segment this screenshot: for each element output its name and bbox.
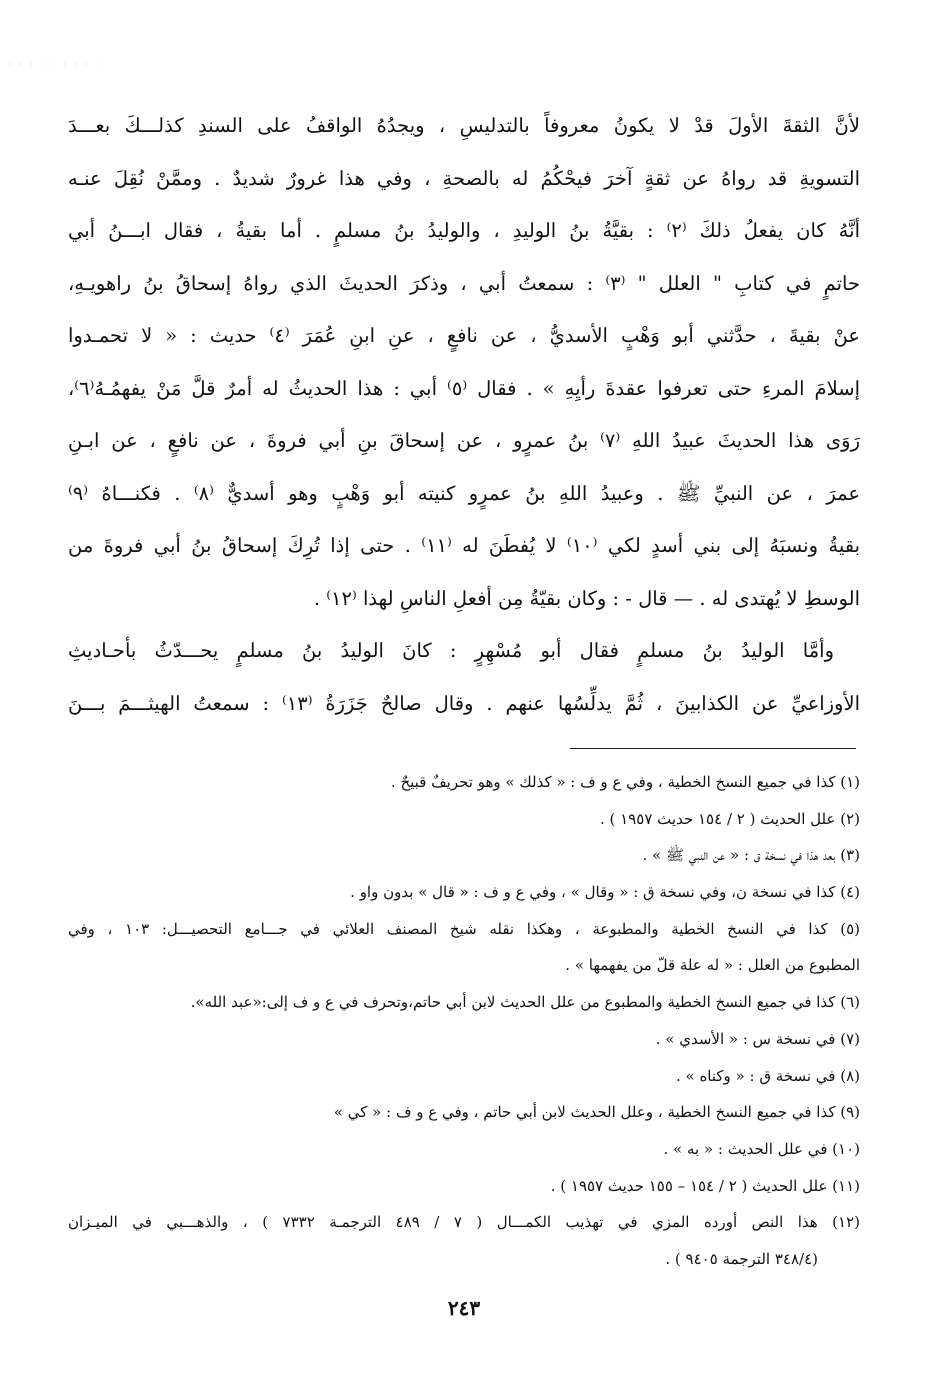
main-text-line: الوسطِ لا يُهتدى له . — قال - : وكان بقيّةُ مِن أفعلِ الناسِ لهذا ⁽١٢⁾ . — [313, 586, 860, 610]
footnote-line: (٥) كذا في النسخ الخطية والمطبوعة ، وهكذا نقله شيخ المصنف العلائي في جـــامع التحصيـــل: ١٠٣ ، وفي — [68, 919, 860, 938]
footnote-line: (٧) في نسخة س : « الأسدي » . — [655, 1029, 860, 1048]
main-text-line: عمرَ ، عن النبيِّ ﷺ . وعبيدُ اللهِ بنُ عمرٍو كنيته أبو وَهْبٍ وهو أسديٌّ ⁽٨⁾ . فكنـــاهُ ⁽٩⁾ — [68, 481, 860, 505]
main-text-line: عنْ بقيةَ ، حدَّثني أبو وَهْبٍ الأسديُّ ، عن نافعٍ ، عنِ ابنِ عُمَرَ ⁽٤⁾ حديث : « لا تحمـدوا — [68, 324, 860, 347]
main-text-line: إسلامَ المرءِ حتى تعرفوا عقدةَ رأيِهِ » . فقال ⁽٥⁾ أبي : هذا الحديثُ له أمرٌ قلَّ مَنْ يفهمُـهُ⁽٦⁾، — [68, 376, 860, 400]
main-text-line: رَوَى هذا الحديثَ عبيدُ اللهِ ⁽٧⁾ بنُ عمرٍو ، عن إسحاقَ بنِ أبي فروةَ ، عن نافعٍ ، عن ابـنِ — [68, 429, 860, 452]
main-text-block — [68, 100, 860, 730]
footnotes-block — [68, 764, 860, 1278]
main-text-line: بقيةُ ونسبَهُ إلى بني أسدٍ لكي ⁽١٠⁾ لا يُفطَنَ له ⁽١١⁾ . حتى إذا تُرِكَ إسحاقُ بنُ أبي فروةَ من — [68, 534, 860, 557]
footnote-line: (٢) علل الحديث ( ٢ / ١٥٤ حديث ١٩٥٧ ) . — [600, 809, 860, 828]
main-text-line: حاتمٍ في كتابِ " العلل " ⁽٣⁾ : سمعتُ أبي ، وذكرَ الحديثَ الذي رواهُ إسحاقُ بنُ راهويـهِ، — [68, 271, 860, 295]
footnote-line: (٣) بعد هذا في نسخة ق : « عن النبي ﷺ » . — [642, 846, 860, 865]
footnote-separator — [570, 748, 856, 749]
main-text-line: أنَّهُ كان يفعلُ ذلكَ ⁽٢⁾ : بقيَّةُ بنُ الوليدِ ، والوليدُ بنُ مسلمٍ . أما بقيةُ ، فقال ابـــنُ أبي — [68, 219, 860, 242]
main-text-line: وأمَّا الوليدُ بنُ مسلمٍ فقال أبو مُسْهِرٍ : كانَ الوليدُ بنُ مسلمٍ يحـــدّثُ بأحـاديثِ — [68, 639, 834, 662]
main-text-line: لأنَّ الثقةَ الأولَ قدْ لا يكونُ معروفاً بالتدليسِ ، ويجدُهُ الواقفُ على السندِ كذلـــكَ بعـــدَ — [68, 114, 860, 137]
main-text-line: الأوزاعيِّ عن الكذابينَ ، ثُمَّ يدلِّسُها عنهم . وقال صالحٌ جَزَرَةُ ⁽١٣⁾ : سمعتُ الهيثـــمَ بـــنَ — [68, 691, 860, 715]
footnote-line: المطبوع من العلل : « له علة قلّ من يفهمها » . — [565, 956, 860, 975]
footnote-line: (٦) كذا في جميع النسخ الخطية والمطبوع من علل الحديث لابن أبي حاتم،وتحرف في ع و ف إلى:«عبد الله». — [190, 993, 860, 1012]
footnote-line: (١٢) هذا النص أورده المزي في تهذيب الكمـــال ( ٧ / ٤٨٩ الترجمـة ٧٣٣٢ ) ، والذهـــبي في الميـزان — [68, 1213, 860, 1232]
footnote-line: (١١) علل الحديث ( ٢ / ١٥٤ – ١٥٥ حديث ١٩٥٧ ) . — [550, 1176, 860, 1195]
footnote-line: (٨) في نسخة ق : « وكناه » . — [675, 1066, 860, 1085]
footnote-line: (١٠) في علل الحديث : « به » . — [663, 1139, 860, 1158]
main-text-line: التسويةِ قد رواهُ عن ثقةٍ آخرَ فيحْكُمُ له بالصحةِ ، وفي هذا غرورٌ شديدٌ . وممَّنْ نُقِلَ عنـه — [68, 166, 860, 190]
footnote-line: (٣٤٨/٤ الترجمة ٩٤٠٥ ) . — [665, 1249, 818, 1268]
scan-artifact: · · · · · · · · · — [8, 60, 103, 69]
page-number: ٢٤٣ — [447, 1296, 481, 1320]
footnote-line: (٤) كذا في نسخة ن، وفي نسخة ق : « وقال » ، وفي ع و ف : « قال » بدون واو . — [350, 883, 860, 902]
footnote-line: (١) كذا في جميع النسخ الخطية ، وفي ع و ف : « كذلك » وهو تحريفٌ قبيحٌ . — [390, 773, 860, 791]
footnote-line: (٩) كذا في جميع النسخ الخطية ، وعلل الحديث لابن أبي حاتم ، وفي ع و ف : « كي » — [333, 1103, 860, 1122]
